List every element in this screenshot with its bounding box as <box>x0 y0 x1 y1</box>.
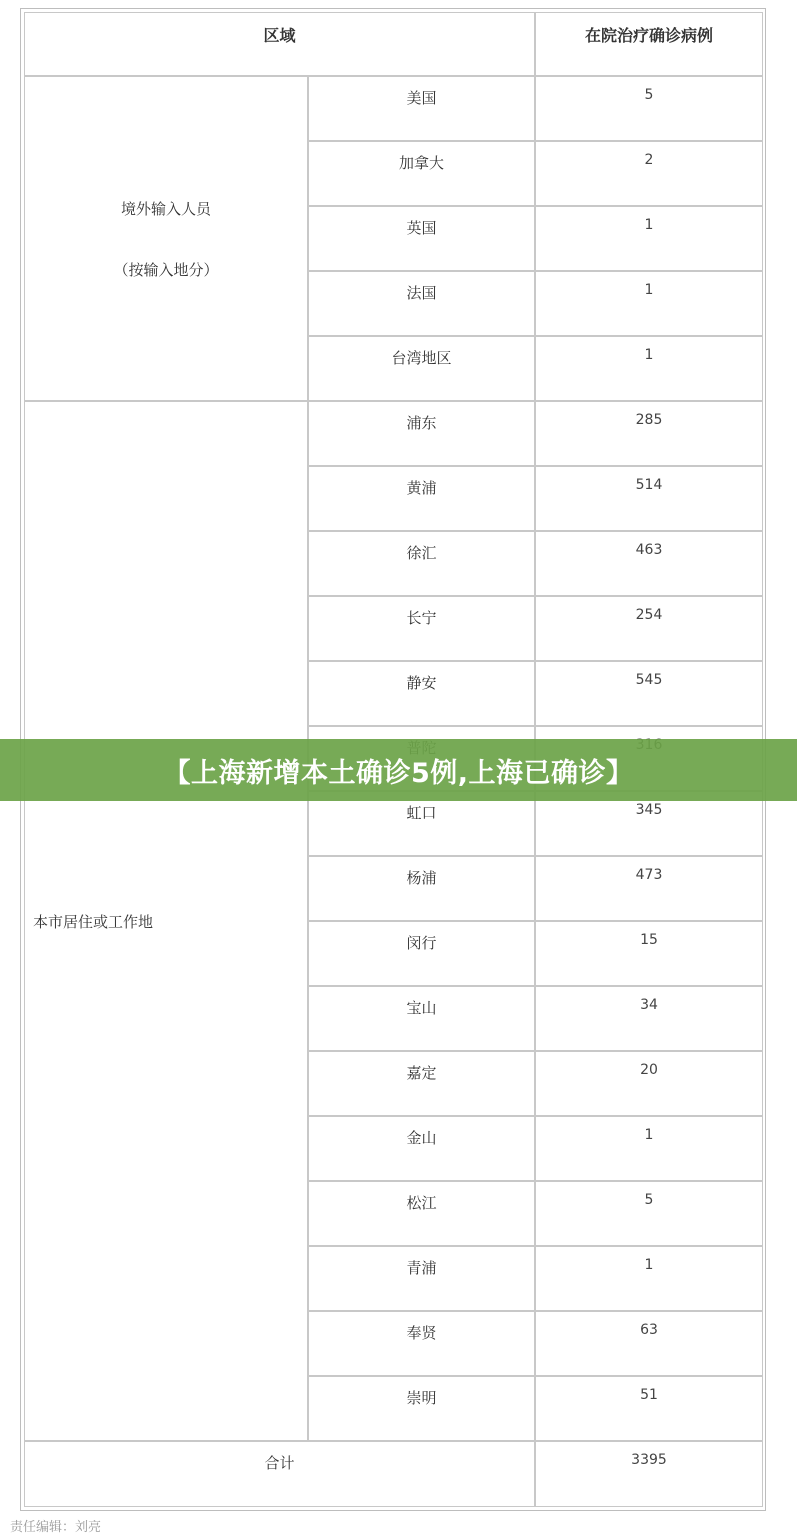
total-label: 合计 <box>24 1441 535 1507</box>
row-name-local: 嘉定 <box>308 1051 535 1116</box>
title-banner <box>0 739 797 801</box>
row-value-local: 34 <box>535 986 763 1051</box>
row-value-local: 514 <box>535 466 763 531</box>
header-cases: 在院治疗确诊病例 <box>535 12 763 76</box>
row-value-local: 20 <box>535 1051 763 1116</box>
row-value-local: 1 <box>535 1246 763 1311</box>
row-value-overseas: 1 <box>535 271 763 336</box>
banner-title: 【上海新增本土确诊5例,上海已确诊】 <box>163 757 634 789</box>
row-value-local: 63 <box>535 1311 763 1376</box>
overseas-label: 境外输入人员 <box>120 199 211 218</box>
row-name-local: 杨浦 <box>308 856 535 921</box>
row-name-local: 奉贤 <box>308 1311 535 1376</box>
row-value-overseas: 2 <box>535 141 763 206</box>
row-value-local: 254 <box>535 596 763 661</box>
row-name-local: 青浦 <box>308 1246 535 1311</box>
row-value-local: 15 <box>535 921 763 986</box>
row-value-local: 1 <box>535 1116 763 1181</box>
row-name-local: 闵行 <box>308 921 535 986</box>
total-value: 3395 <box>535 1441 763 1507</box>
overseas-group-label <box>24 76 308 401</box>
row-name-local: 黄浦 <box>308 466 535 531</box>
row-value-local: 5 <box>535 1181 763 1246</box>
row-value-overseas: 5 <box>535 76 763 141</box>
row-value-overseas: 1 <box>535 336 763 401</box>
row-name-local: 虹口 <box>308 791 535 856</box>
row-value-overseas: 1 <box>535 206 763 271</box>
row-name-overseas: 英国 <box>308 206 535 271</box>
row-name-local: 松江 <box>308 1181 535 1246</box>
row-value-local: 473 <box>535 856 763 921</box>
header-region: 区域 <box>24 12 535 76</box>
row-value-local: 285 <box>535 401 763 466</box>
row-name-overseas: 台湾地区 <box>308 336 535 401</box>
local-group-label <box>24 401 308 1441</box>
overseas-sublabel: （按输入地分） <box>113 260 219 279</box>
row-value-local: 51 <box>535 1376 763 1441</box>
local-label: 本市居住或工作地 <box>33 912 154 931</box>
editor-credit: 责任编辑：刘亮 <box>10 1520 102 1535</box>
row-name-local: 浦东 <box>308 401 535 466</box>
row-name-overseas: 美国 <box>308 76 535 141</box>
row-name-local: 宝山 <box>308 986 535 1051</box>
row-name-local: 徐汇 <box>308 531 535 596</box>
row-name-local: 静安 <box>308 661 535 726</box>
row-name-local: 金山 <box>308 1116 535 1181</box>
row-name-overseas: 加拿大 <box>308 141 535 206</box>
row-value-local: 545 <box>535 661 763 726</box>
row-name-local: 长宁 <box>308 596 535 661</box>
row-value-local: 345 <box>535 791 763 856</box>
row-value-local: 463 <box>535 531 763 596</box>
row-name-local: 崇明 <box>308 1376 535 1441</box>
row-name-overseas: 法国 <box>308 271 535 336</box>
